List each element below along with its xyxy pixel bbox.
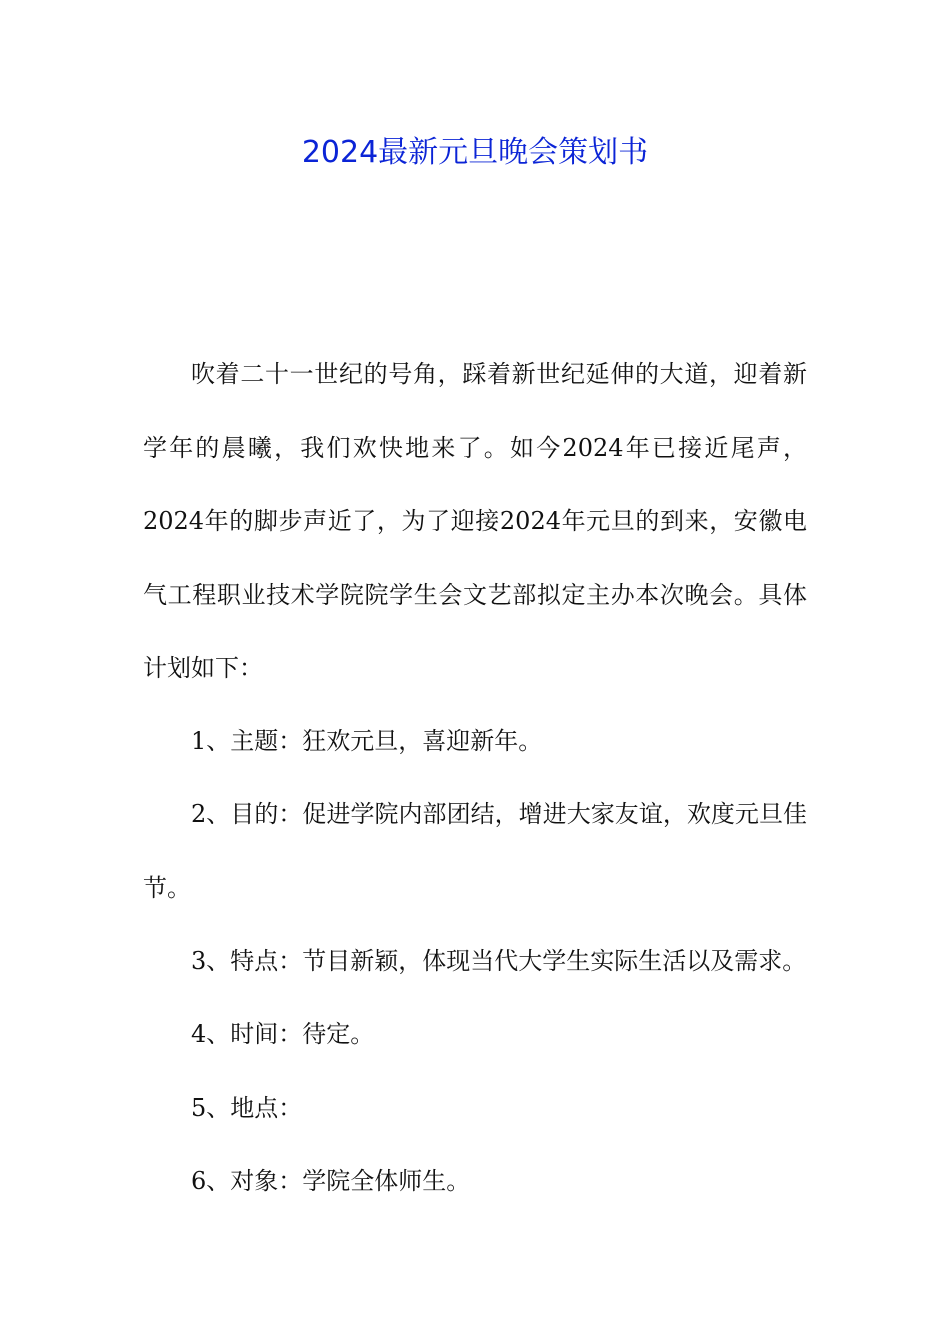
- item-features: 3、特点：节目新颖，体现当代大学生实际生活以及需求。: [191, 947, 807, 975]
- item-location: 5、地点：: [191, 1094, 303, 1122]
- item-time: 4、时间：待定。: [191, 1020, 375, 1048]
- item-purpose: 2、目的：促进学院内部团结，增进大家友谊，欢度元旦佳节。: [143, 800, 807, 902]
- document-title: 2024最新元旦晚会策划书: [301, 135, 649, 170]
- item-audience: 6、对象：学院全体师生。: [191, 1167, 471, 1195]
- item-theme: 1、主题：狂欢元旦，喜迎新年。: [191, 727, 543, 755]
- intro-paragraph: 吹着二十一世纪的号角，踩着新世纪延伸的大道，迎着新学年的晨曦，我们欢快地来了。如今2024年已接近尾声，2024年的脚步声近了，为了迎接2024年元旦的到来，安徽电气工程职业技术学院院学生会文艺部拟定主办本次晚会。具体计划如下：: [143, 360, 807, 682]
